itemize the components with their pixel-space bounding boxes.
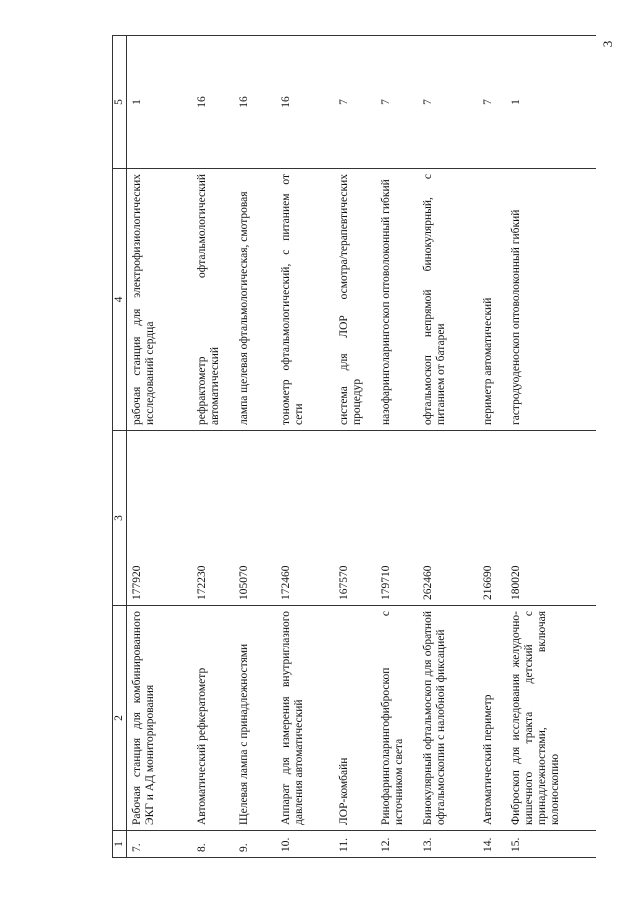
equipment-code: 262460 xyxy=(418,431,478,606)
equipment-description: рефрактометр офтальмологический автоматический xyxy=(192,169,234,431)
row-number: 9. xyxy=(234,831,276,858)
table-row xyxy=(478,36,506,858)
equipment-name: Автоматический рефкератометр xyxy=(192,606,234,831)
table-row xyxy=(276,36,334,858)
table-row xyxy=(376,36,418,858)
table-header-row xyxy=(113,36,127,858)
table-row xyxy=(506,36,596,858)
equipment-quantity: 1 xyxy=(506,36,596,169)
rotated-page-content xyxy=(112,36,624,858)
equipment-name: Рабочая станция для комбинированного ЭКГ и АД мониторирования xyxy=(127,606,192,831)
equipment-description: тонометр офтальмологический, с питанием от сети xyxy=(276,169,334,431)
equipment-description: лампа щелевая офтальмологическая, смотровая xyxy=(234,169,276,431)
equipment-quantity: 7 xyxy=(478,36,506,169)
column-header: 1 xyxy=(113,831,127,858)
equipment-name: Щелевая лампа с принадлежностями xyxy=(234,606,276,831)
equipment-description: гастродуоденоскоп оптоволоконный гибкий xyxy=(506,169,596,431)
page-number: 3 xyxy=(600,40,615,48)
equipment-code: 216690 xyxy=(478,431,506,606)
column-header: 2 xyxy=(113,606,127,831)
row-number: 15. xyxy=(506,831,596,858)
equipment-description: назофаринголарингоскоп оптоволоконный гибкий xyxy=(376,169,418,431)
equipment-quantity: 7 xyxy=(418,36,478,169)
equipment-code: 177920 xyxy=(127,431,192,606)
row-number: 11. xyxy=(334,831,376,858)
row-number: 10. xyxy=(276,831,334,858)
equipment-name: Фиброскоп для исследования желудочно-кишечного тракта детский с принадлежностями, включая колоноскопию xyxy=(506,606,596,831)
equipment-quantity: 7 xyxy=(334,36,376,169)
row-number: 12. xyxy=(376,831,418,858)
column-header: 3 xyxy=(113,431,127,606)
equipment-description: офтальмоскоп непрямой бинокулярный, с питанием от батареи xyxy=(418,169,478,431)
equipment-code: 179710 xyxy=(376,431,418,606)
equipment-description: система для ЛОР осмотра/терапевтических процедур xyxy=(334,169,376,431)
equipment-description: периметр автоматический xyxy=(478,169,506,431)
equipment-name: ЛОР-комбайн xyxy=(334,606,376,831)
equipment-code: 180020 xyxy=(506,431,596,606)
equipment-quantity: 16 xyxy=(192,36,234,169)
equipment-description: рабочая станция для электрофизиологических исследований сердца xyxy=(127,169,192,431)
table-row xyxy=(418,36,478,858)
table-row xyxy=(334,36,376,858)
equipment-code: 105070 xyxy=(234,431,276,606)
table-row xyxy=(127,36,192,858)
equipment-quantity: 1 xyxy=(127,36,192,169)
equipment-table xyxy=(112,35,596,858)
row-number: 7. xyxy=(127,831,192,858)
row-number: 13. xyxy=(418,831,478,858)
equipment-name: Бинокулярный офтальмоскоп для обратной офтальмоскопии с налобной фиксацией xyxy=(418,606,478,831)
equipment-name: Ринофаринголарингофиброскоп с источником света xyxy=(376,606,418,831)
table-row xyxy=(234,36,276,858)
column-header: 5 xyxy=(113,36,127,169)
equipment-name: Аппарат для измерения внутриглазного давления автоматический xyxy=(276,606,334,831)
equipment-name: Автоматический периметр xyxy=(478,606,506,831)
equipment-quantity: 16 xyxy=(276,36,334,169)
row-number: 14. xyxy=(478,831,506,858)
column-header: 4 xyxy=(113,169,127,431)
row-number: 8. xyxy=(192,831,234,858)
equipment-code: 172230 xyxy=(192,431,234,606)
table-row xyxy=(192,36,234,858)
equipment-code: 172460 xyxy=(276,431,334,606)
equipment-code: 167570 xyxy=(334,431,376,606)
equipment-quantity: 16 xyxy=(234,36,276,169)
equipment-quantity: 7 xyxy=(376,36,418,169)
